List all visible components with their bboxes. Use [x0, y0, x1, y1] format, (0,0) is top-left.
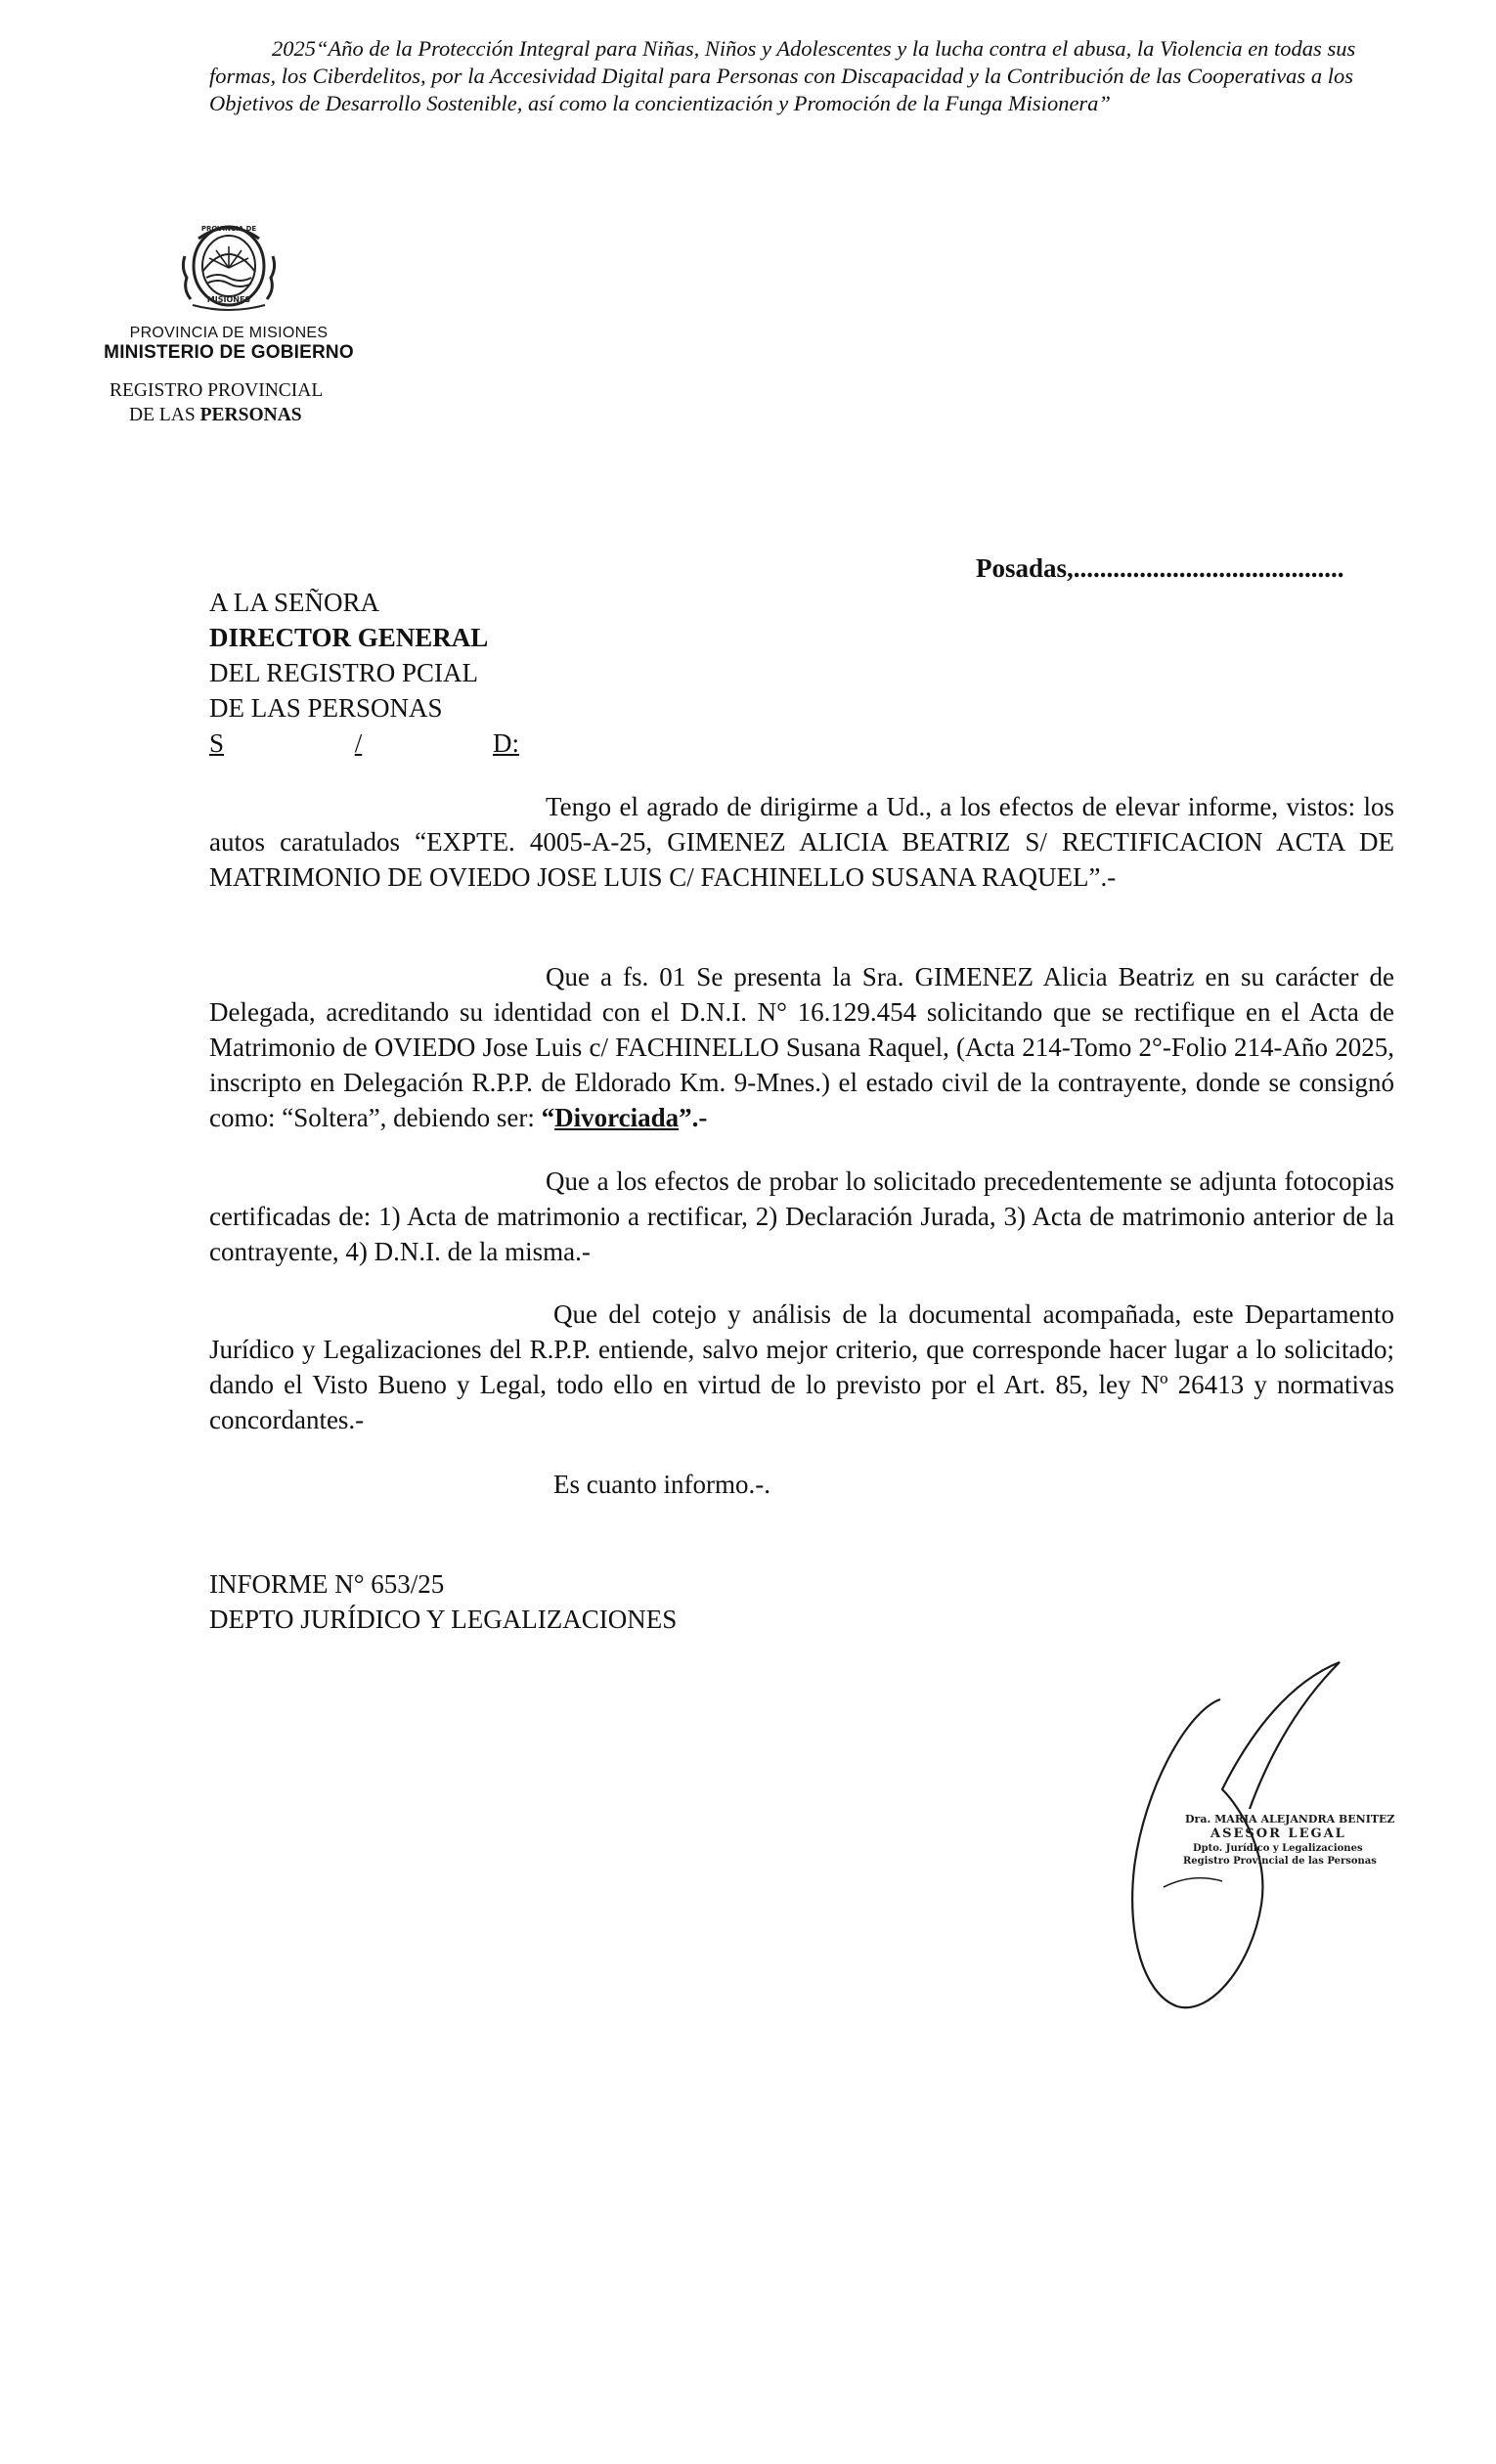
report-department: DEPTO JURÍDICO Y LEGALIZACIONES: [209, 1605, 678, 1634]
institution-logo-block: [86, 217, 372, 428]
recipient-block: [209, 585, 519, 761]
paragraph-request-main: Que a fs. 01 Se presenta la Sra. GIMENEZ Alicia Beatriz en su carácter de Delegada, acreditando su identidad con el D.N.I. N° 16.129.454 solicitando que se rectifique en el Acta de Matrimonio de OVIEDO Jose Luis c/ FACHINELLO Susana Raquel, (Acta 214-Tomo 2°-Folio 214-Año 2025, inscripto en Delegación R.P.P. de Eldorado Km. 9-Mnes.) el estado civil de la contrayente, donde se consignó como: “Soltera”, debiendo ser:: [209, 962, 1394, 1132]
recipient-line4: DE LAS PERSONAS: [209, 693, 443, 723]
emph-close-quote: ”.-: [679, 1103, 708, 1132]
recipient-line1: A LA SEÑORA: [209, 588, 380, 617]
place-date: Posadas,.........................................: [976, 553, 1344, 583]
registry-name-line2: [86, 403, 372, 428]
sd-s: S: [209, 728, 225, 758]
registry-line2-bold: PERSONAS: [199, 405, 302, 425]
paragraph-request-emphasis: [542, 1103, 708, 1132]
ministry-name: MINISTERIO DE GOBIERNO: [104, 342, 354, 363]
paragraph-analysis: Que del cotejo y análisis de la documental acompañada, este Departamento Jurídico y Legalizaciones del R.P.P. entiende, salvo mejor criterio, que corresponde hacer lugar a lo solicitado; dando el Visto Bueno y Legal, todo ello en virtud de lo previsto por el Art. 85, ley Nº 26413 y normativas concordantes.-: [209, 1299, 1394, 1434]
report-number: INFORME N° 653/25: [209, 1569, 445, 1599]
emph-divorciada: Divorciada: [554, 1103, 680, 1132]
header-motto: 2025“Año de la Protección Integral para Niñas, Niños y Adolescentes y la lucha contra el abusa, la Violencia en todas sus formas, los Ciberdelitos, por la Accesividad Digital para Personas con Discapacidad y la Contribución de las Cooperativas a los Objetivos de Desarrollo Sostenible, así como la concientización y Promoción de la Funga Misionera”: [209, 36, 1356, 115]
recipient-line3: DEL REGISTRO PCIAL: [209, 658, 478, 687]
registry-name-line1: REGISTRO PROVINCIAL: [110, 380, 324, 401]
stamp-name: Dra. MARIA ALEJANDRA BENITEZ: [1185, 1813, 1395, 1826]
sd-slash: /: [354, 728, 363, 758]
paragraph-closing: Es cuanto informo.-.: [553, 1470, 770, 1499]
sd-d: D:: [492, 728, 519, 758]
stamp-registry: Registro Provincial de las Personas: [1183, 1856, 1377, 1867]
registry-line2-prefix: DE LAS: [129, 405, 200, 425]
report-reference: [209, 1566, 677, 1637]
paragraph-request: [209, 959, 1394, 1135]
crest-bottom-text: MISIONES: [206, 295, 251, 304]
province-name: PROVINCIA DE MISIONES: [129, 325, 329, 341]
provincial-crest-icon: [179, 217, 279, 315]
stamp-title: ASESOR LEGAL: [1210, 1826, 1346, 1841]
paragraph-intro: Tengo el agrado de dirigirme a Ud., a los efectos de elevar informe, vistos: los autos caratulados “EXPTE. 4005-A-25, GIMENEZ ALICIA BEATRIZ S/ RECTIFICACION ACTA DE MATRIMONIO DE OVIEDO JOSE LUIS C/ FACHINELLO SUSANA RAQUEL”.-: [209, 792, 1394, 892]
recipient-line2: DIRECTOR GENERAL: [209, 623, 489, 652]
signature-stamp: [1105, 1643, 1398, 2024]
crest-top-text: PROVINCIA DE: [200, 225, 257, 233]
paragraph-attachments: Que a los efectos de probar lo solicitado precedentemente se adjunta fotocopias certificadas de: 1) Acta de matrimonio a rectificar, 2) Declaración Jurada, 3) Acta de matrimonio anterior de la contrayente, 4) D.N.I. de la misma.-: [209, 1166, 1394, 1266]
emph-open-quote: “: [541, 1103, 555, 1132]
stamp-department: Dpto. Jurídico y Legalizaciones: [1193, 1843, 1363, 1854]
recipient-sd-line: [209, 726, 519, 761]
